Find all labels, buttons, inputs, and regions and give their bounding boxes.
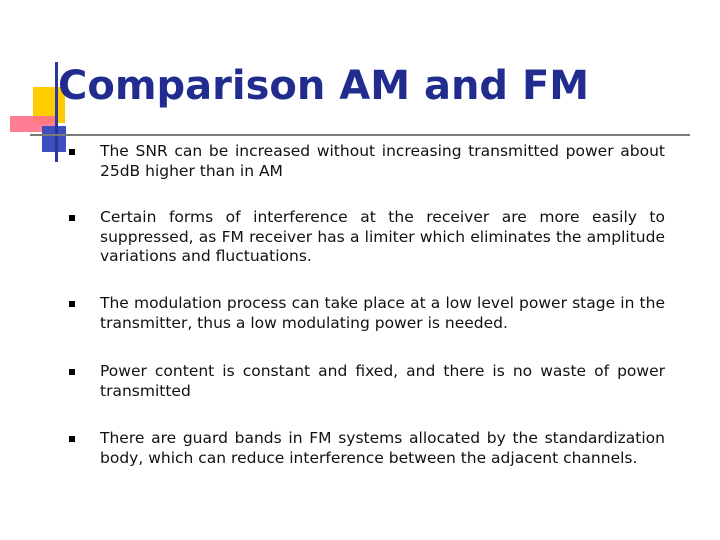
bullet-text: The SNR can be increased without increasing transmitted power about 25dB higher than in AM [100,142,665,180]
bullet-item [100,294,665,333]
bullet-square-icon [69,149,75,155]
bullet-square-icon [69,436,75,442]
bullet-item [100,362,665,401]
bullet-square-icon [69,369,75,375]
bullet-text: The modulation process can take place at a low level power stage in the transmitter, thus a low modulating power is needed. [100,294,665,332]
bullet-text: There are guard bands in FM systems allocated by the standardization body, which can reduce interference between the adjacent channels. [100,429,665,467]
bullet-square-icon [69,215,75,221]
bullet-text: Power content is constant and fixed, and there is no waste of power transmitted [100,362,665,400]
slide-title: Comparison AM and FM [58,63,590,109]
bullet-text: Certain forms of interference at the receiver are more easily to suppressed, as FM receiver has a limiter which eliminates the amplitude variations and fluctuations. [100,208,665,265]
bullet-item [100,429,665,468]
bullet-item [100,142,665,181]
bullet-item [100,208,665,267]
bullet-square-icon [69,301,75,307]
